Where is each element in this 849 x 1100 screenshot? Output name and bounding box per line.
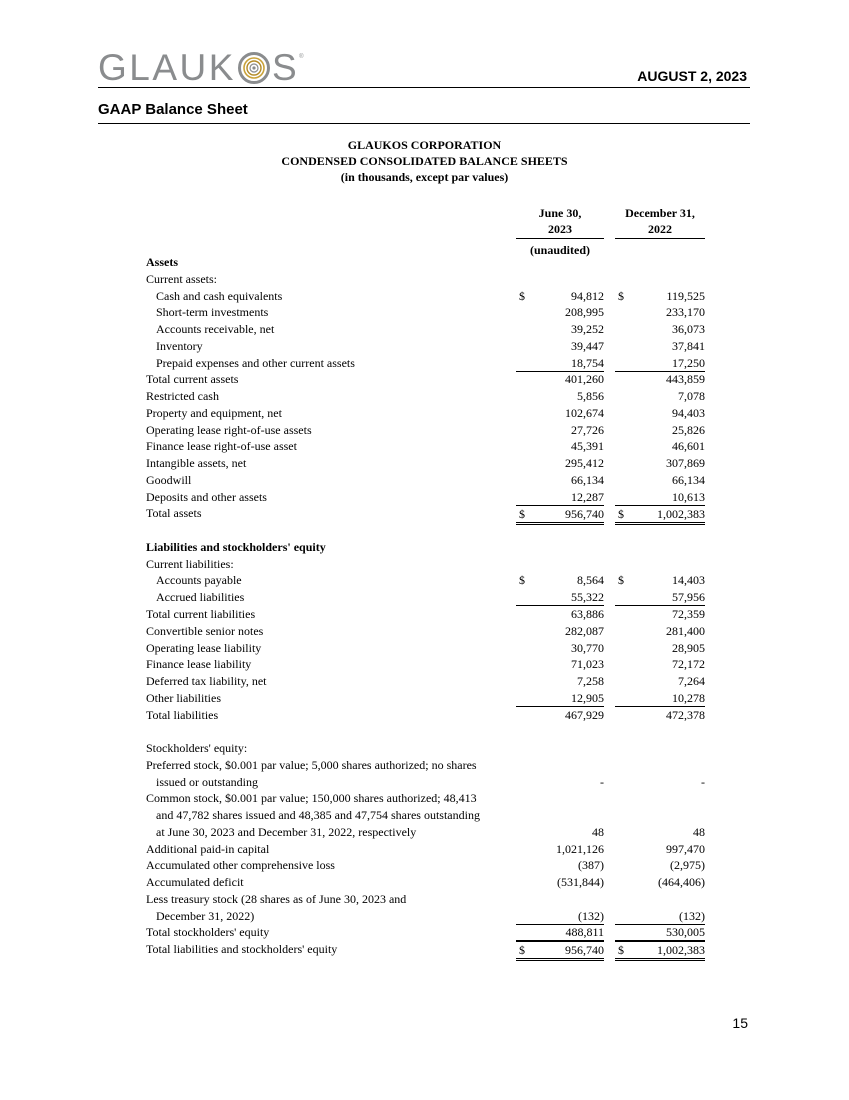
value-december-2022: [615, 656, 705, 672]
row-label: Deposits and other assets: [146, 489, 267, 504]
value-june-2023: [516, 355, 604, 372]
value-june-2023: [516, 824, 604, 840]
logo-text-right: S: [271, 47, 300, 88]
unaudited-note: (unaudited): [529, 243, 591, 257]
report-date: AUGUST 2, 2023: [637, 68, 747, 84]
cell-value: 119,525: [666, 288, 705, 303]
value-june-2023: [516, 908, 604, 925]
cell-value: 36,073: [672, 322, 705, 336]
table-row: [0, 505, 849, 521]
row-label: Total liabilities and stockholders' equity: [146, 942, 338, 957]
row-label: Total current liabilities: [146, 607, 256, 621]
table-row: [0, 254, 849, 270]
header-divider: [98, 87, 750, 88]
row-label: Less treasury stock (28 shares as of June 30, 2023 and: [146, 891, 407, 906]
cell-value: 956,740: [565, 507, 604, 522]
value-december-2022: [615, 941, 705, 961]
cell-value: 72,359: [672, 607, 705, 621]
cell-value: 7,264: [678, 674, 705, 688]
cell-value: 282,087: [565, 623, 604, 638]
row-label: and 47,782 shares issued and 48,385 and 47,754 shares outstanding: [156, 808, 480, 823]
cell-value: 956,740: [565, 943, 604, 958]
cell-value: 10,613: [672, 489, 705, 504]
value-december-2022: [615, 304, 705, 320]
table-row: [0, 656, 849, 672]
row-label: Finance lease right-of-use asset: [146, 439, 297, 454]
value-june-2023: [516, 623, 604, 639]
row-label: Operating lease right-of-use assets: [146, 422, 312, 437]
table-row: [0, 438, 849, 454]
row-label: Intangible assets, net: [146, 456, 247, 471]
value-june-2023: [516, 774, 604, 790]
row-label: issued or outstanding: [156, 774, 258, 789]
cell-value: 530,005: [666, 925, 705, 940]
cell-value: 55,322: [571, 590, 604, 605]
value-june-2023: [516, 589, 604, 606]
value-june-2023: [516, 288, 604, 304]
value-june-2023: [516, 472, 604, 488]
table-row: [0, 924, 849, 940]
cell-value: 1,002,383: [657, 507, 705, 522]
section-divider: [98, 123, 750, 124]
value-june-2023: [516, 438, 604, 454]
value-june-2023: [516, 455, 604, 471]
table-row: [0, 371, 849, 387]
table-row: [0, 606, 849, 622]
row-label: December 31, 2022): [156, 908, 255, 923]
value-june-2023: [516, 857, 604, 873]
currency-symbol: $: [519, 943, 525, 958]
value-june-2023: [516, 656, 604, 672]
value-june-2023: [516, 924, 604, 941]
table-row: [0, 304, 849, 320]
table-row: [0, 589, 849, 605]
cell-value: 18,754: [571, 355, 604, 370]
table-row: [0, 857, 849, 873]
cell-value: (387): [578, 858, 604, 873]
value-december-2022: [615, 338, 705, 354]
value-december-2022: [615, 874, 705, 890]
statement-subtitle: (in thousands, except par values): [340, 170, 509, 184]
cell-value: 7,078: [678, 389, 705, 404]
column-header-december-2022: [615, 205, 705, 239]
row-label: Deferred tax liability, net: [146, 674, 267, 688]
value-june-2023: [516, 371, 604, 387]
row-label: Cash and cash equivalents: [156, 288, 283, 303]
column-header-december-line2: 2022: [615, 221, 705, 239]
cell-value: 7,258: [577, 674, 604, 688]
value-june-2023: [516, 841, 604, 857]
table-row: [0, 556, 849, 572]
cell-value: 45,391: [571, 439, 604, 454]
value-december-2022: [615, 841, 705, 857]
cell-value: 467,929: [565, 707, 604, 722]
currency-symbol: $: [618, 573, 624, 588]
cell-value: 472,378: [666, 707, 705, 722]
value-june-2023: [516, 321, 604, 337]
currency-symbol: $: [519, 573, 525, 588]
trademark-symbol: ®: [299, 54, 304, 60]
cell-value: 10,278: [672, 690, 705, 705]
cell-value: 48: [592, 824, 604, 839]
cell-value: -: [600, 774, 604, 789]
cell-value: 1,002,383: [657, 943, 705, 958]
cell-value: 28,905: [672, 640, 705, 655]
cell-value: 488,811: [565, 925, 604, 940]
row-label: Stockholders' equity:: [146, 741, 248, 755]
row-label: Convertible senior notes: [146, 623, 264, 638]
currency-symbol: $: [618, 288, 624, 303]
cell-value: 46,601: [672, 439, 705, 454]
value-june-2023: [516, 941, 604, 961]
currency-symbol: $: [519, 288, 525, 303]
value-december-2022: [615, 673, 705, 689]
table-row: [0, 690, 849, 706]
cell-value: 5,856: [577, 389, 604, 404]
value-december-2022: [615, 422, 705, 438]
value-december-2022: [615, 472, 705, 488]
row-label: Total liabilities: [146, 707, 219, 722]
value-december-2022: [615, 640, 705, 656]
row-label: Property and equipment, net: [146, 405, 282, 420]
table-row: [0, 740, 849, 756]
table-row: [0, 422, 849, 438]
row-label: Preferred stock, $0.001 par value; 5,000 shares authorized; no shares: [146, 757, 477, 772]
cell-value: (132): [578, 908, 604, 923]
row-label: Total stockholders' equity: [146, 925, 270, 940]
value-june-2023: [516, 422, 604, 438]
value-december-2022: [615, 405, 705, 421]
cell-value: 12,905: [571, 690, 604, 705]
table-row: [0, 941, 849, 957]
value-december-2022: [615, 774, 705, 790]
value-december-2022: [615, 489, 705, 506]
row-label: Accounts payable: [156, 573, 242, 588]
row-label: Assets: [146, 255, 178, 269]
value-december-2022: [615, 572, 705, 588]
cell-value: 12,287: [571, 489, 604, 504]
cell-value: 57,956: [672, 590, 705, 605]
value-december-2022: [615, 924, 705, 941]
page-number: 15: [732, 1015, 748, 1031]
value-december-2022: [615, 857, 705, 873]
row-label: Inventory: [156, 338, 203, 353]
column-header-december-line1: December 31,: [625, 206, 695, 220]
value-december-2022: [615, 455, 705, 471]
cell-value: 39,252: [571, 322, 604, 336]
table-row: [0, 405, 849, 421]
cell-value: 233,170: [666, 305, 705, 320]
table-row: [0, 455, 849, 471]
glaukos-logo: [98, 48, 304, 88]
row-label: Finance lease liability: [146, 657, 252, 672]
table-row: [0, 623, 849, 639]
value-june-2023: [516, 874, 604, 890]
row-label: Total current assets: [146, 372, 239, 387]
row-label: Prepaid expenses and other current assets: [156, 355, 355, 370]
cell-value: 72,172: [672, 657, 705, 672]
table-row: [0, 757, 849, 773]
value-june-2023: [516, 673, 604, 689]
cell-value: 66,134: [672, 472, 705, 487]
row-label: Accrued liabilities: [156, 590, 245, 605]
row-label: Short-term investments: [156, 305, 269, 320]
cell-value: 48: [693, 824, 705, 839]
cell-value: 208,995: [565, 305, 604, 320]
cell-value: 39,447: [571, 338, 604, 353]
value-june-2023: [516, 388, 604, 404]
table-row: [0, 807, 849, 823]
table-row: [0, 824, 849, 840]
value-june-2023: [516, 338, 604, 354]
row-label: Liabilities and stockholders' equity: [146, 539, 326, 554]
cell-value: 295,412: [565, 456, 604, 471]
table-row: [0, 388, 849, 404]
value-june-2023: [516, 572, 604, 588]
cell-value: 71,023: [571, 657, 604, 672]
cell-value: 8,564: [577, 573, 604, 588]
value-june-2023: [516, 690, 604, 707]
table-row: [0, 640, 849, 656]
cell-value: 102,674: [565, 405, 604, 420]
currency-symbol: $: [618, 943, 624, 958]
cell-value: 66,134: [571, 472, 604, 487]
table-row: [0, 774, 849, 790]
table-row: [0, 539, 849, 555]
row-label: Accumulated deficit: [146, 875, 244, 890]
table-row: [0, 908, 849, 924]
value-december-2022: [615, 388, 705, 404]
cell-value: 307,869: [666, 456, 705, 471]
column-header-june-2023: [516, 205, 604, 258]
cell-value: -: [701, 774, 705, 789]
value-june-2023: [516, 489, 604, 506]
row-label: at June 30, 2023 and December 31, 2022, respectively: [156, 824, 417, 839]
row-label: Other liabilities: [146, 690, 221, 705]
value-december-2022: [615, 606, 705, 622]
row-label: Accumulated other comprehensive loss: [146, 858, 335, 873]
row-label: Current liabilities:: [146, 556, 234, 571]
value-december-2022: [615, 288, 705, 304]
cell-value: 94,812: [571, 288, 604, 303]
section-title: GAAP Balance Sheet: [98, 101, 248, 118]
value-december-2022: [615, 355, 705, 372]
row-label: Common stock, $0.001 par value; 150,000 shares authorized; 48,413: [146, 791, 477, 806]
cell-value: 25,826: [672, 422, 705, 437]
statement-title: CONDENSED CONSOLIDATED BALANCE SHEETS: [281, 154, 568, 168]
table-row: [0, 271, 849, 287]
row-label: Goodwill: [146, 472, 192, 487]
cell-value: 443,859: [666, 372, 705, 387]
table-row: [0, 673, 849, 689]
value-december-2022: [615, 589, 705, 606]
value-december-2022: [615, 321, 705, 337]
table-row: [0, 489, 849, 505]
cell-value: 17,250: [672, 355, 705, 370]
value-december-2022: [615, 908, 705, 925]
table-row: [0, 338, 849, 354]
cell-value: 14,403: [672, 573, 705, 588]
cell-value: 37,841: [672, 338, 705, 353]
value-december-2022: [615, 824, 705, 840]
table-row: [0, 874, 849, 890]
value-june-2023: [516, 606, 604, 622]
value-december-2022: [615, 623, 705, 639]
currency-symbol: $: [519, 507, 525, 522]
table-row: [0, 891, 849, 907]
spacer-row: [0, 522, 849, 538]
value-december-2022: [615, 371, 705, 387]
table-row: [0, 472, 849, 488]
row-label: Current assets:: [146, 271, 217, 286]
value-june-2023: [516, 405, 604, 421]
row-label: Restricted cash: [146, 389, 219, 404]
cell-value: (531,844): [557, 875, 604, 890]
value-june-2023: [516, 304, 604, 320]
table-row: [0, 841, 849, 857]
cell-value: 30,770: [571, 640, 604, 655]
value-december-2022: [615, 690, 705, 707]
currency-symbol: $: [618, 507, 624, 522]
value-december-2022: [615, 707, 705, 723]
cell-value: 997,470: [666, 841, 705, 856]
value-june-2023: [516, 707, 604, 723]
value-june-2023: [516, 640, 604, 656]
cell-value: 1,021,126: [556, 841, 604, 856]
table-row: [0, 355, 849, 371]
row-label: Additional paid-in capital: [146, 841, 270, 856]
company-name: GLAUKOS CORPORATION: [347, 138, 502, 152]
logo-eye-icon: [237, 51, 271, 85]
table-row: [0, 321, 849, 337]
table-row: [0, 707, 849, 723]
cell-value: (464,406): [658, 875, 705, 890]
table-row: [0, 572, 849, 588]
row-label: Accounts receivable, net: [156, 322, 275, 336]
cell-value: 281,400: [666, 623, 705, 638]
table-row: [0, 790, 849, 806]
cell-value: (132): [679, 908, 705, 923]
cell-value: 94,403: [672, 405, 705, 420]
column-header-june-line1: June 30,: [538, 206, 582, 220]
row-label: Operating lease liability: [146, 640, 262, 655]
cell-value: 27,726: [571, 422, 604, 437]
cell-value: 401,260: [565, 372, 604, 387]
cell-value: (2,975): [670, 858, 705, 873]
logo-text-left: GLAUK: [98, 47, 236, 88]
row-label: Total assets: [146, 506, 202, 521]
column-header-june-line2: 2023: [516, 221, 604, 239]
table-row: [0, 288, 849, 304]
cell-value: 63,886: [571, 607, 604, 621]
value-december-2022: [615, 438, 705, 454]
spacer-row: [0, 723, 849, 739]
